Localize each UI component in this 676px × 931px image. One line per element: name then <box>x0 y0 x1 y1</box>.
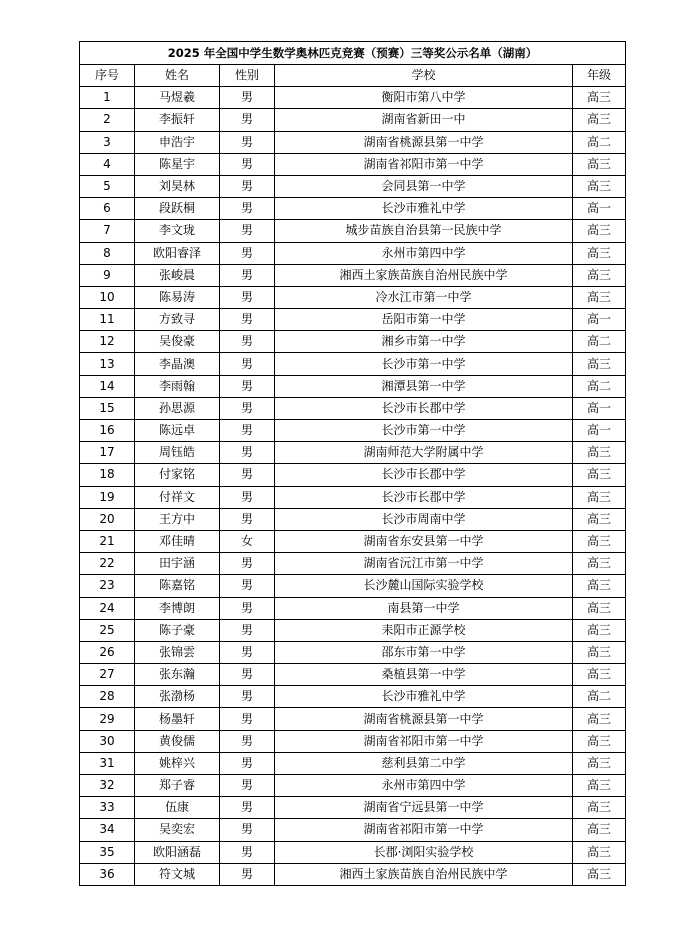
cell-index: 36 <box>80 863 135 885</box>
cell-name: 段跃桐 <box>135 198 220 220</box>
cell-grade: 高三 <box>573 87 626 109</box>
cell-name: 周钰皓 <box>135 442 220 464</box>
cell-name: 陈星宇 <box>135 153 220 175</box>
cell-school: 湖南省祁阳市第一中学 <box>275 153 573 175</box>
cell-school: 慈利县第二中学 <box>275 752 573 774</box>
cell-gender: 男 <box>220 220 275 242</box>
header-name: 姓名 <box>135 65 220 87</box>
cell-school: 湖南省祁阳市第一中学 <box>275 819 573 841</box>
table-row <box>80 397 626 419</box>
cell-index: 12 <box>80 331 135 353</box>
table-row <box>80 641 626 663</box>
cell-grade: 高二 <box>573 131 626 153</box>
cell-grade: 高三 <box>573 464 626 486</box>
table-row <box>80 597 626 619</box>
cell-gender: 男 <box>220 264 275 286</box>
cell-index: 16 <box>80 420 135 442</box>
cell-gender: 男 <box>220 797 275 819</box>
cell-index: 18 <box>80 464 135 486</box>
table-row <box>80 220 626 242</box>
cell-grade: 高三 <box>573 819 626 841</box>
cell-name: 付家铭 <box>135 464 220 486</box>
table-row <box>80 508 626 530</box>
cell-gender: 男 <box>220 619 275 641</box>
cell-grade: 高三 <box>573 442 626 464</box>
cell-name: 欧阳睿泽 <box>135 242 220 264</box>
cell-name: 付祥文 <box>135 486 220 508</box>
cell-gender: 男 <box>220 175 275 197</box>
cell-index: 3 <box>80 131 135 153</box>
cell-school: 永州市第四中学 <box>275 242 573 264</box>
cell-gender: 男 <box>220 508 275 530</box>
cell-name: 陈远卓 <box>135 420 220 442</box>
cell-index: 30 <box>80 730 135 752</box>
cell-gender: 男 <box>220 664 275 686</box>
cell-grade: 高二 <box>573 375 626 397</box>
cell-index: 1 <box>80 87 135 109</box>
table-row <box>80 109 626 131</box>
cell-grade: 高三 <box>573 353 626 375</box>
cell-school: 长沙市第一中学 <box>275 420 573 442</box>
cell-index: 5 <box>80 175 135 197</box>
cell-grade: 高三 <box>573 841 626 863</box>
cell-school: 湖南省桃源县第一中学 <box>275 131 573 153</box>
cell-index: 35 <box>80 841 135 863</box>
table-body <box>80 87 626 886</box>
cell-grade: 高三 <box>573 153 626 175</box>
cell-school: 邵东市第一中学 <box>275 641 573 663</box>
cell-gender: 男 <box>220 442 275 464</box>
cell-name: 陈子豪 <box>135 619 220 641</box>
cell-index: 15 <box>80 397 135 419</box>
cell-gender: 男 <box>220 575 275 597</box>
cell-name: 陈易涛 <box>135 286 220 308</box>
cell-school: 湖南省东安县第一中学 <box>275 530 573 552</box>
cell-grade: 高三 <box>573 664 626 686</box>
cell-grade: 高三 <box>573 752 626 774</box>
table-row <box>80 420 626 442</box>
cell-school: 长沙市雅礼中学 <box>275 198 573 220</box>
cell-name: 王方中 <box>135 508 220 530</box>
table-row <box>80 797 626 819</box>
cell-school: 长郡·浏阳实验学校 <box>275 841 573 863</box>
cell-index: 34 <box>80 819 135 841</box>
cell-school: 永州市第四中学 <box>275 775 573 797</box>
cell-index: 11 <box>80 309 135 331</box>
cell-gender: 男 <box>220 486 275 508</box>
cell-school: 湖南省桃源县第一中学 <box>275 708 573 730</box>
cell-name: 吴奕宏 <box>135 819 220 841</box>
table-row <box>80 619 626 641</box>
cell-index: 32 <box>80 775 135 797</box>
cell-grade: 高三 <box>573 641 626 663</box>
cell-gender: 男 <box>220 730 275 752</box>
cell-school: 耒阳市正源学校 <box>275 619 573 641</box>
cell-gender: 男 <box>220 131 275 153</box>
cell-gender: 女 <box>220 530 275 552</box>
table-row <box>80 242 626 264</box>
table-row <box>80 752 626 774</box>
cell-gender: 男 <box>220 863 275 885</box>
cell-gender: 男 <box>220 109 275 131</box>
cell-name: 孙思源 <box>135 397 220 419</box>
header-grade: 年级 <box>573 65 626 87</box>
header-index: 序号 <box>80 65 135 87</box>
table-row <box>80 198 626 220</box>
cell-index: 17 <box>80 442 135 464</box>
table-row <box>80 375 626 397</box>
cell-name: 李晶澳 <box>135 353 220 375</box>
cell-school: 长沙市雅礼中学 <box>275 686 573 708</box>
cell-grade: 高三 <box>573 220 626 242</box>
cell-index: 20 <box>80 508 135 530</box>
cell-grade: 高三 <box>573 286 626 308</box>
cell-grade: 高三 <box>573 530 626 552</box>
cell-name: 欧阳涵磊 <box>135 841 220 863</box>
cell-gender: 男 <box>220 420 275 442</box>
cell-index: 28 <box>80 686 135 708</box>
cell-grade: 高三 <box>573 708 626 730</box>
cell-school: 长沙市周南中学 <box>275 508 573 530</box>
cell-name: 张峻晨 <box>135 264 220 286</box>
cell-gender: 男 <box>220 397 275 419</box>
cell-school: 湖南省祁阳市第一中学 <box>275 730 573 752</box>
cell-index: 2 <box>80 109 135 131</box>
table-row <box>80 131 626 153</box>
header-gender: 性别 <box>220 65 275 87</box>
table-row <box>80 486 626 508</box>
table-row <box>80 863 626 885</box>
table-row <box>80 708 626 730</box>
award-table <box>79 41 626 886</box>
table-row <box>80 730 626 752</box>
table-row <box>80 553 626 575</box>
cell-grade: 高三 <box>573 109 626 131</box>
table-row <box>80 575 626 597</box>
table-row <box>80 841 626 863</box>
cell-index: 26 <box>80 641 135 663</box>
cell-school: 湘乡市第一中学 <box>275 331 573 353</box>
cell-school: 湘潭县第一中学 <box>275 375 573 397</box>
cell-name: 马煜羲 <box>135 87 220 109</box>
cell-name: 邓佳晴 <box>135 530 220 552</box>
cell-name: 黄俊儒 <box>135 730 220 752</box>
cell-school: 湘西土家族苗族自治州民族中学 <box>275 264 573 286</box>
cell-grade: 高一 <box>573 420 626 442</box>
cell-grade: 高一 <box>573 309 626 331</box>
table-row <box>80 530 626 552</box>
table-row <box>80 87 626 109</box>
cell-grade: 高三 <box>573 553 626 575</box>
title-row <box>80 42 626 65</box>
table-row <box>80 286 626 308</box>
cell-name: 李振轩 <box>135 109 220 131</box>
cell-school: 会同县第一中学 <box>275 175 573 197</box>
cell-gender: 男 <box>220 242 275 264</box>
cell-index: 31 <box>80 752 135 774</box>
cell-gender: 男 <box>220 597 275 619</box>
table-row <box>80 175 626 197</box>
cell-name: 符文城 <box>135 863 220 885</box>
cell-index: 13 <box>80 353 135 375</box>
table-row <box>80 264 626 286</box>
cell-name: 李文珑 <box>135 220 220 242</box>
cell-gender: 男 <box>220 641 275 663</box>
cell-school: 湘西土家族苗族自治州民族中学 <box>275 863 573 885</box>
cell-school: 衡阳市第八中学 <box>275 87 573 109</box>
cell-school: 长沙市长郡中学 <box>275 397 573 419</box>
cell-grade: 高三 <box>573 730 626 752</box>
cell-gender: 男 <box>220 464 275 486</box>
cell-gender: 男 <box>220 686 275 708</box>
cell-index: 7 <box>80 220 135 242</box>
table-row <box>80 331 626 353</box>
cell-grade: 高三 <box>573 486 626 508</box>
table-row <box>80 442 626 464</box>
cell-gender: 男 <box>220 375 275 397</box>
cell-name: 李博朗 <box>135 597 220 619</box>
cell-school: 城步苗族自治县第一民族中学 <box>275 220 573 242</box>
cell-name: 方致寻 <box>135 309 220 331</box>
cell-index: 10 <box>80 286 135 308</box>
cell-gender: 男 <box>220 708 275 730</box>
cell-index: 25 <box>80 619 135 641</box>
cell-index: 14 <box>80 375 135 397</box>
cell-school: 湖南省新田一中 <box>275 109 573 131</box>
cell-grade: 高三 <box>573 775 626 797</box>
table-row <box>80 819 626 841</box>
cell-gender: 男 <box>220 841 275 863</box>
cell-name: 田宇涵 <box>135 553 220 575</box>
cell-grade: 高三 <box>573 575 626 597</box>
cell-name: 张东瀚 <box>135 664 220 686</box>
cell-grade: 高三 <box>573 597 626 619</box>
cell-school: 岳阳市第一中学 <box>275 309 573 331</box>
cell-gender: 男 <box>220 309 275 331</box>
cell-grade: 高三 <box>573 508 626 530</box>
cell-grade: 高三 <box>573 264 626 286</box>
table-title: 2025 年全国中学生数学奥林匹克竞赛（预赛）三等奖公示名单（湖南） <box>80 42 626 65</box>
cell-gender: 男 <box>220 153 275 175</box>
cell-gender: 男 <box>220 286 275 308</box>
cell-gender: 男 <box>220 198 275 220</box>
cell-gender: 男 <box>220 331 275 353</box>
cell-index: 21 <box>80 530 135 552</box>
cell-index: 33 <box>80 797 135 819</box>
cell-index: 22 <box>80 553 135 575</box>
cell-index: 19 <box>80 486 135 508</box>
cell-school: 长沙市第一中学 <box>275 353 573 375</box>
cell-grade: 高一 <box>573 198 626 220</box>
header-row <box>80 65 626 87</box>
cell-gender: 男 <box>220 87 275 109</box>
table-row <box>80 664 626 686</box>
cell-grade: 高二 <box>573 686 626 708</box>
cell-index: 4 <box>80 153 135 175</box>
cell-grade: 高三 <box>573 797 626 819</box>
cell-gender: 男 <box>220 819 275 841</box>
cell-school: 桑植县第一中学 <box>275 664 573 686</box>
cell-name: 陈嘉铭 <box>135 575 220 597</box>
header-school: 学校 <box>275 65 573 87</box>
table-row <box>80 153 626 175</box>
cell-school: 湖南省沅江市第一中学 <box>275 553 573 575</box>
cell-school: 湖南师范大学附属中学 <box>275 442 573 464</box>
cell-name: 李雨翰 <box>135 375 220 397</box>
cell-grade: 高三 <box>573 242 626 264</box>
table-row <box>80 309 626 331</box>
cell-school: 长沙市长郡中学 <box>275 464 573 486</box>
cell-grade: 高一 <box>573 397 626 419</box>
cell-school: 长沙市长郡中学 <box>275 486 573 508</box>
table-row <box>80 686 626 708</box>
cell-name: 申浩宇 <box>135 131 220 153</box>
cell-gender: 男 <box>220 752 275 774</box>
cell-index: 29 <box>80 708 135 730</box>
cell-grade: 高三 <box>573 175 626 197</box>
cell-gender: 男 <box>220 353 275 375</box>
cell-name: 伍康 <box>135 797 220 819</box>
cell-index: 23 <box>80 575 135 597</box>
cell-index: 6 <box>80 198 135 220</box>
cell-school: 长沙麓山国际实验学校 <box>275 575 573 597</box>
cell-school: 南县第一中学 <box>275 597 573 619</box>
cell-name: 郑子睿 <box>135 775 220 797</box>
cell-index: 24 <box>80 597 135 619</box>
cell-school: 湖南省宁远县第一中学 <box>275 797 573 819</box>
cell-name: 姚梓兴 <box>135 752 220 774</box>
cell-index: 9 <box>80 264 135 286</box>
cell-name: 杨墨轩 <box>135 708 220 730</box>
cell-name: 吴俊豪 <box>135 331 220 353</box>
table-row <box>80 464 626 486</box>
cell-index: 27 <box>80 664 135 686</box>
cell-gender: 男 <box>220 553 275 575</box>
cell-school: 冷水江市第一中学 <box>275 286 573 308</box>
table-row <box>80 775 626 797</box>
cell-grade: 高三 <box>573 619 626 641</box>
cell-name: 张渤杨 <box>135 686 220 708</box>
cell-name: 刘昊林 <box>135 175 220 197</box>
cell-grade: 高二 <box>573 331 626 353</box>
cell-grade: 高三 <box>573 863 626 885</box>
table-row <box>80 353 626 375</box>
cell-name: 张锦雲 <box>135 641 220 663</box>
cell-gender: 男 <box>220 775 275 797</box>
cell-index: 8 <box>80 242 135 264</box>
